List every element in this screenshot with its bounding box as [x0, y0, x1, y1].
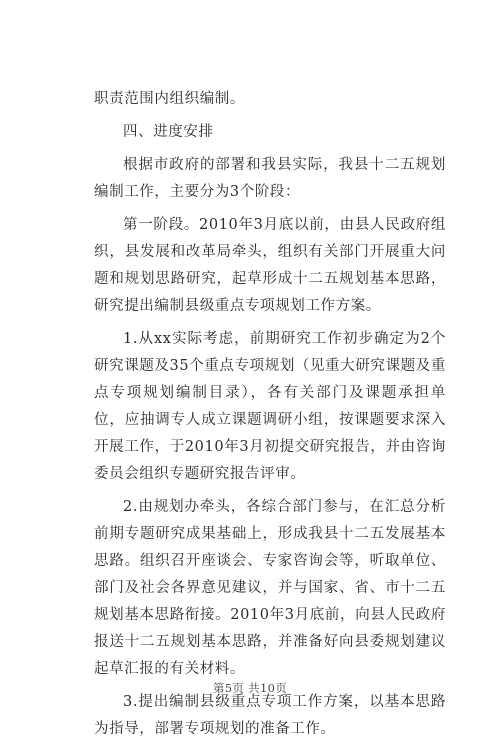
paragraph-item-1: 1.从xx实际考虑，前期研究工作初步确定为2个研究课题及35个重点专项规划（见重大研究课题及重点专项规划编制目录），各有关部门及课题承担单位，应抽调专人成立课题调研小组，按课题要求深入开展工作，于2010年3月初提交研究报告，并由咨询委员会组织专题研究报告评审。	[94, 331, 446, 482]
paragraph-intro: 根据市政府的部署和我县实际，我县十二五规划编制工作，主要分为3个阶段：	[94, 157, 446, 200]
document-body	[94, 86, 446, 743]
paragraph-stage-one: 第一阶段。2010年3月底以前，由县人民政府组织，县发展和改革局牵头，组织有关部门开展重大问题和规划思路研究，起草形成十二五规划基本思路，研究提出编制县级重点专项规划工作方案。	[94, 217, 446, 314]
paragraph-item-2: 2.由规划办牵头，各综合部门参与，在汇总分析前期专题研究成果基础上，形成我县十二五发展基本思路。组织召开座谈会、专家咨询会等，听取单位、部门及社会各界意见建议，并与国家、省、市十二五规划基本思路衔接。2010年3月底前，向县人民政府报送十二五规划基本思路，并准备好向县委规划建议起草汇报的有关材料。	[94, 499, 446, 677]
section-heading-schedule: 四、进度安排	[123, 124, 214, 140]
page-number-footer: 第5页 共10页	[212, 681, 287, 695]
paragraph-continuation: 职责范围内组织编制。	[94, 91, 245, 107]
paragraph-item-3: 3.提出编制县级重点专项工作方案，以基本思路为指导，部署专项规划的准备工作。	[94, 694, 446, 737]
